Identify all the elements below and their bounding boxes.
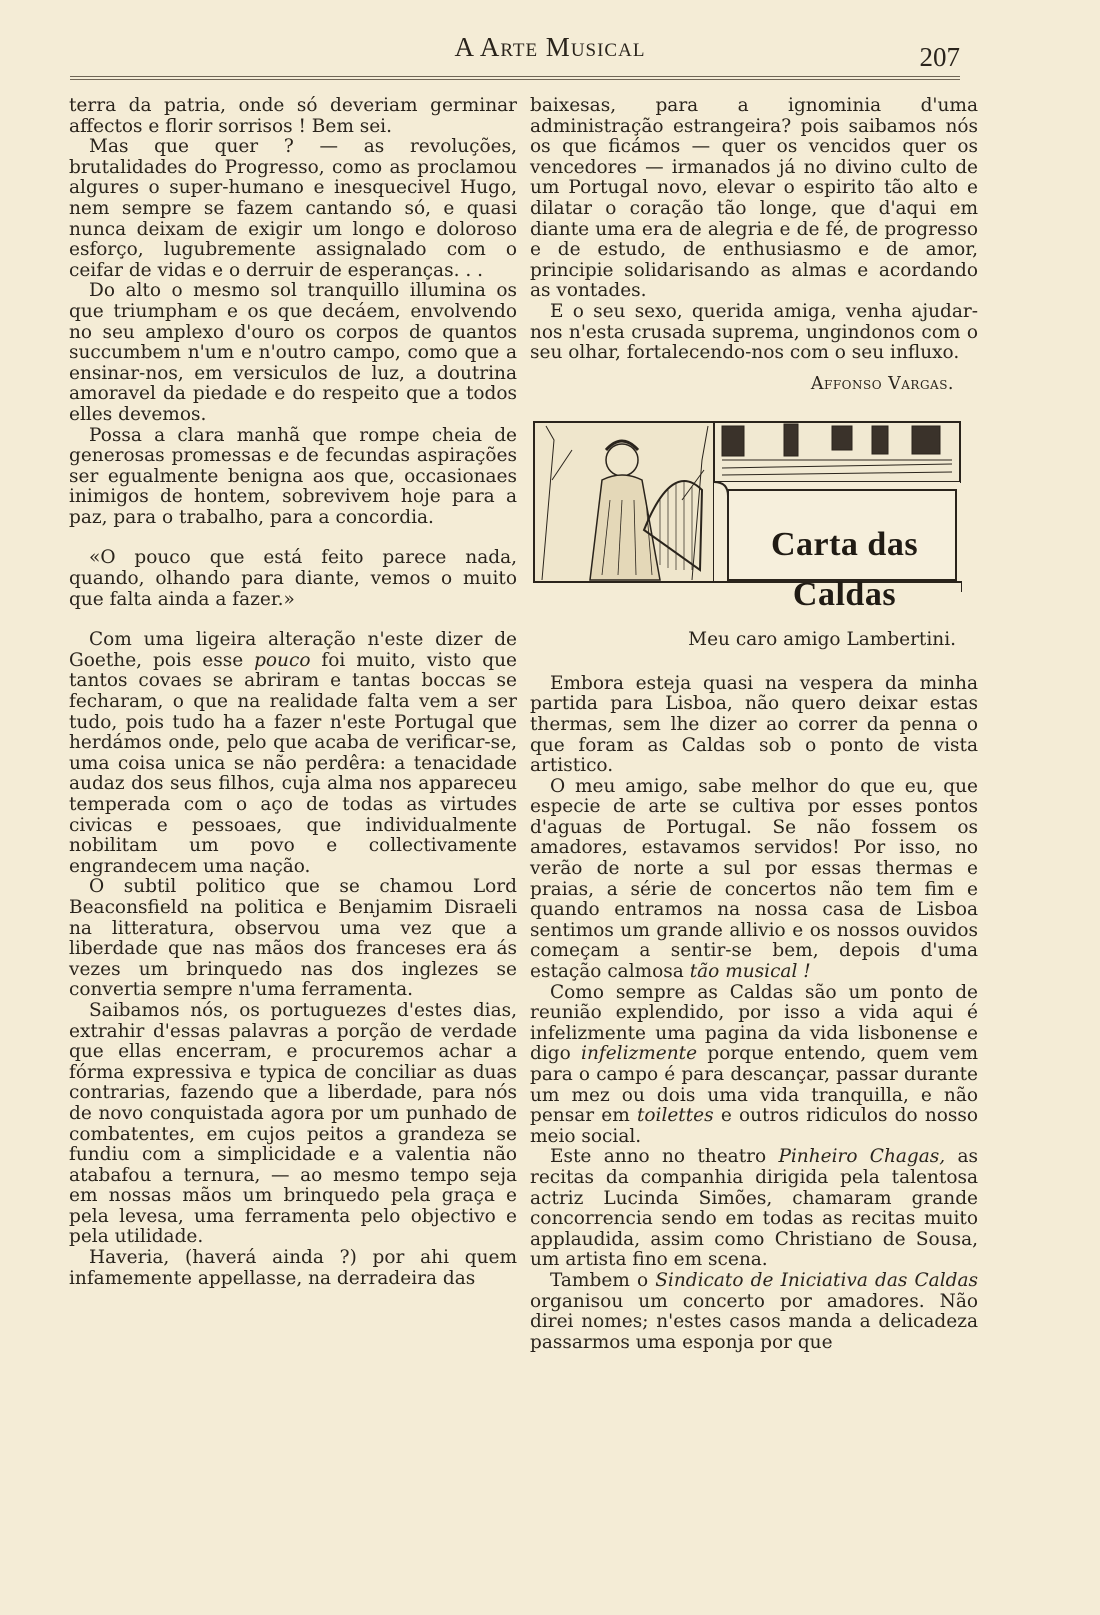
- text-run: foi muito, visto que tantos covaes se abriram e tantas boccas se fecharam, o que na realidade falta vem a ser tudo, pois tudo ha a fazer n'este Portugal que herdámos onde, pelo que acaba de verificar-se, uma coisa unica se não perdêra: a tenacidade audaz dos seus filhos, cuja alma nos appareceu temperada com o aço de todas as virtudes civicas e pessoaes, que individualmente nobilitam um povo e collectivamente engrandecem uma nação.: [69, 649, 517, 877]
- text-run: Este anno no theatro: [550, 1146, 779, 1168]
- text-run: O meu amigo, sabe melhor do que eu, que especie de arte se cultiva por esses pontos d'aguas de Portugal. Se não fossem os amadores, estavamos servidos! Por isso, no verão de norte a sul por essas thermas e praias, a série de concertos não tem fim e quando entramos na nossa casa de Lisboa sentimos um grande allivio e os nossos ouvidos começam a sentir-se bem, depois d'uma estação calmosa: [530, 775, 978, 983]
- italic-run: Pinheiro Chagas,: [778, 1146, 946, 1168]
- text-run: as recitas da companhia dirigida pela talentosa actriz Lucinda Simões, chamaram grande concorrencia sendo em todas as recitas muito applaudida, assim como Christiano de Sousa, um artista fino em scena.: [530, 1146, 978, 1271]
- header-rule: [70, 76, 960, 80]
- right-column: [530, 96, 978, 1353]
- paragraph: [530, 983, 978, 1148]
- text-run: Como sempre as Caldas são um ponto de reunião explendido, por isso a vida aqui é infelizmente uma pagina da vida lisbonense e digo: [530, 981, 978, 1065]
- paragraph: [530, 1271, 978, 1353]
- letter-salutation: Meu caro amigo Lambertini.: [688, 628, 956, 650]
- running-title: A Arte Musical: [454, 32, 646, 62]
- paragraph: [530, 777, 978, 983]
- text-run: porque entendo, quem vem para o campo é para descançar, passar durante um mez ou dois uma vida tranquilla, e não pensar em: [530, 1043, 978, 1127]
- paragraph: Possa a clara manhã que rompe cheia de generosas promessas e de fecundas aspirações ser egualmente benigna aos que, occasionaes inimigos de hontem, sobrevivem hoje para a paz, para o trabalho, para a concordia.: [69, 424, 517, 528]
- italic-run: toilettes: [636, 1105, 714, 1127]
- italic-run: infelizmente: [581, 1043, 698, 1065]
- paragraph: Do alto o mesmo sol tranquillo illumina os que triumpham e os que decáem, envolvendo no seu amplexo d'ouro os corpos de quantos succumbem n'um e n'outro campo, como que a ensinar-nos, em versiculos de luz, a doutrina amoravel da piedade e do respeito que a todos elles devemos.: [69, 280, 517, 425]
- paragraph: terra da patria, onde só deveriam germinar affectos e florir sorrisos ! Bem sei.: [69, 95, 517, 137]
- harpist-engraving: [532, 420, 962, 615]
- page-number: 207: [919, 42, 960, 72]
- italic-run: pouco: [254, 649, 311, 671]
- paragraph: Haveria, (haverá ainda ?) por ahi quem infamemente appellasse, na derradeira das: [69, 1247, 517, 1289]
- illustration-title: Carta das Caldas: [770, 525, 919, 613]
- paragraph: E o seu sexo, querida amiga, venha ajudar-nos n'esta crusada suprema, ungindonos com o seu olhar, fortalecendo-nos com o seu influxo.: [530, 300, 978, 364]
- italic-run: Sindicato de Iniciativa das Caldas: [655, 1269, 978, 1291]
- paragraph: [69, 630, 517, 877]
- paragraph: baixesas, para a ignominia d'uma administração estrangeira? pois saibamos nós os que ficámos — quer os vencidos quer os vencedores — irmanados já no divino culto de um Portugal novo, elevar o espirito tão alto e dilatar o coração tão longe, que d'aqui em diante uma era de alegria e de fé, de progresso e de estudo, de enthusiasmo e de amor, principie solidarisando as almas e acordando as vontades.: [530, 95, 978, 302]
- goethe-quote: «O pouco que está feito parece nada, quando, olhando para diante, vemos o muito que falta ainda a fazer.»: [69, 547, 517, 610]
- text-run: Tambem o: [550, 1269, 656, 1291]
- paragraph: Mas que quer ? — as revoluções, brutalidades do Progresso, como as proclamou algures o super-humano e inesquecivel Hugo, nem sempre se fazem cantando só, e quasi nunca deixam de exigir um longo e doloroso esforço, lugubremente assignalado com o ceifar de vidas e o derruir de esperanças. . .: [69, 136, 517, 281]
- page-header: [0, 32, 1100, 72]
- paragraph: Saibamos nós, os portuguezes d'estes dias, extrahir d'essas palavras a porção de verdade que ellas encerram, e procuremos achar a fórma expressiva e typica de conciliar as duas contrarias, fazendo que a liberdade, para nós de novo conquistada agora por um punhado de combatentes, em cujos peitos a grandeza se fundiu com a simplicidade e a valentia não atabafou a ternura, — ao mesmo tempo seja em nossas mãos um brinquedo pela graça e pela levesa, uma ferramenta pelo objectivo e pela utilidade.: [69, 999, 517, 1248]
- author-signature: Affonso Vargas.: [810, 373, 954, 394]
- text-run: e outros ridiculos do nosso meio social.: [530, 1105, 978, 1147]
- text-run: organisou um concerto por amadores. Não direi nomes; n'estes casos manda a delicadeza passarmos uma esponja por que: [530, 1290, 978, 1353]
- section-illustration: [532, 420, 962, 615]
- italic-run: tão musical !: [689, 961, 811, 983]
- left-column: [69, 96, 517, 1289]
- text-run: Com uma ligeira alteração n'este dizer de Goethe, pois esse: [69, 629, 517, 671]
- paragraph: Embora esteja quasi na vespera da minha partida para Lisboa, não quero deixar estas thermas, sem lhe dizer ao correr da penna o que foram as Caldas sob o ponto de vista artistico.: [530, 672, 978, 777]
- paragraph: [530, 1147, 978, 1271]
- paragraph: O subtil politico que se chamou Lord Beaconsfield na politica e Benjamim Disraeli na litteratura, observou uma vez que a liberdade que nas mãos dos franceses era ás vezes um brinquedo nas dos inglezes se convertia sempre n'uma ferramenta.: [69, 876, 517, 1001]
